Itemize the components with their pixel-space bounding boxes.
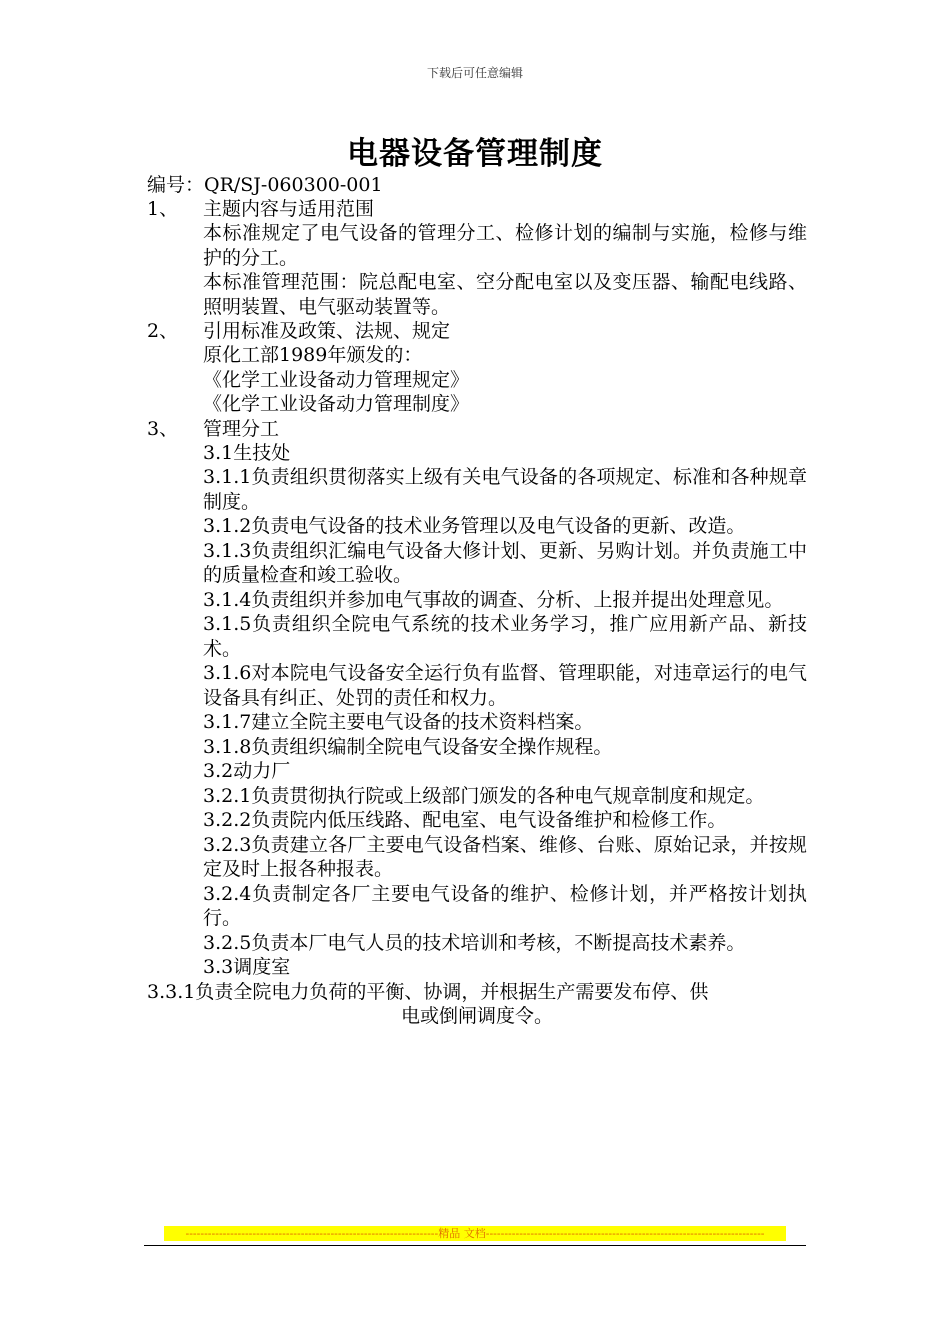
list-item: 3.1.6对本院电气设备安全运行负有监督、管理职能，对违章运行的电气设备具有纠正、处罚的责任和权力。 bbox=[203, 662, 807, 709]
document-body bbox=[0, 197, 950, 1029]
paragraph: 《化学工业设备动力管理规定》 bbox=[203, 368, 470, 391]
section-2-heading bbox=[0, 319, 950, 343]
paragraph: 本标准规定了电气设备的管理分工、检修计划的编制与实施，检修与维护的分工。 bbox=[203, 222, 807, 269]
list-item-line: 3.3.1负责全院电力负荷的平衡、协调，并根据生产需要发布停、供 bbox=[147, 980, 709, 1003]
list-item: 3.1.4负责组织并参加电气事故的调查、分析、上报并提出处理意见。 bbox=[203, 588, 784, 611]
section-title: 管理分工 bbox=[203, 417, 280, 440]
list-item-line: 电或倒闸调度令。 bbox=[400, 1005, 553, 1027]
section-title: 引用标准及政策、法规、规定 bbox=[203, 320, 451, 342]
footer-divider bbox=[144, 1245, 806, 1246]
section-number: 1、 bbox=[147, 198, 179, 220]
list-item: 3.2.4负责制定各厂主要电气设备的维护、检修计划，并严格按计划执行。 bbox=[203, 882, 807, 929]
subsection-heading: 3.2动力厂 bbox=[203, 760, 291, 782]
paragraph: 原化工部1989年颁发的： bbox=[203, 344, 423, 366]
section-title: 主题内容与适用范围 bbox=[203, 198, 375, 220]
list-item: 3.2.2负责院内低压线路、配电室、电气设备维护和检修工作。 bbox=[203, 809, 727, 831]
subsection-heading: 3.3调度室 bbox=[203, 956, 291, 978]
section-number: 3、 bbox=[147, 417, 179, 440]
subsection-heading: 3.1生技处 bbox=[203, 441, 291, 464]
list-item: 3.1.5负责组织全院电气系统的技术业务学习，推广应用新产品、新技术。 bbox=[203, 613, 807, 660]
list-item: 3.1.7建立全院主要电气设备的技术资料档案。 bbox=[203, 711, 594, 733]
list-item: 3.2.5负责本厂电气人员的技术培训和考核，不断提高技术素养。 bbox=[203, 931, 746, 954]
footer-banner: --------------------------------------------------------------------精品 文档--------------------------------------------------------------------------- bbox=[164, 1226, 786, 1241]
list-item: 3.1.8负责组织编制全院电气设备安全操作规程。 bbox=[203, 735, 613, 758]
list-item bbox=[147, 980, 807, 1029]
section-number: 2、 bbox=[147, 320, 179, 342]
paragraph: 《化学工业设备动力管理制度》 bbox=[203, 393, 470, 415]
list-item: 3.1.2负责电气设备的技术业务管理以及电气设备的更新、改造。 bbox=[203, 515, 746, 537]
list-item: 3.2.3负责建立各厂主要电气设备档案、维修、台账、原始记录，并按规定及时上报各种报表。 bbox=[203, 833, 807, 880]
section-1-heading bbox=[0, 197, 950, 221]
document-number: 编号：QR/SJ-060300-001 bbox=[147, 174, 383, 196]
section-3-heading bbox=[0, 417, 950, 441]
list-item: 3.2.1负责贯彻执行院或上级部门颁发的各种电气规章制度和规定。 bbox=[203, 784, 765, 807]
list-item: 3.1.1负责组织贯彻落实上级有关电气设备的各项规定、标准和各种规章制度。 bbox=[203, 466, 807, 513]
paragraph: 本标准管理范围：院总配电室、空分配电室以及变压器、输配电线路、照明装置、电气驱动装置等。 bbox=[203, 271, 807, 318]
document-title: 电器设备管理制度 bbox=[347, 136, 603, 172]
list-item: 3.1.3负责组织汇编电气设备大修计划、更新、另购计划。并负责施工中的质量检查和竣工验收。 bbox=[203, 539, 807, 586]
header-note: 下载后可任意编辑 bbox=[426, 66, 523, 80]
